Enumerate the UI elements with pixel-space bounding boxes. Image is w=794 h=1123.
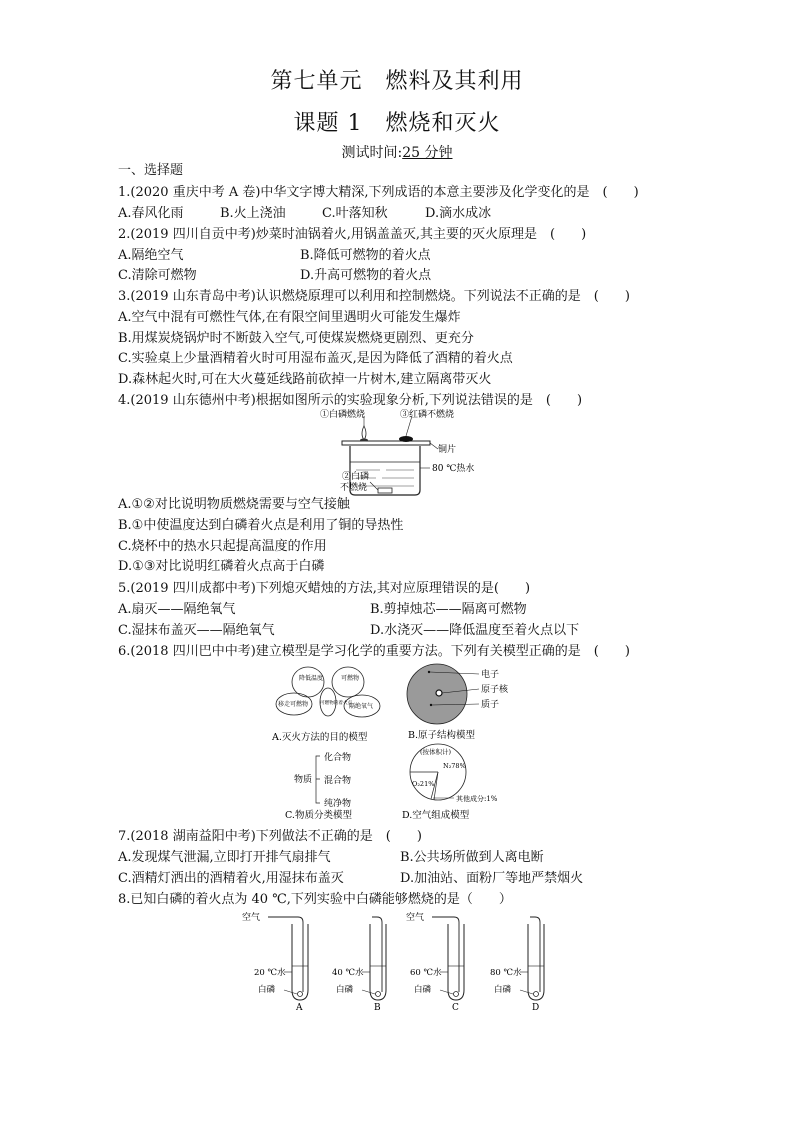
tube-c <box>406 911 464 1013</box>
tube-c-letter: C <box>452 1003 459 1013</box>
q5-option-c: C.湿抹布盖灭——隔绝氧气 <box>118 623 275 638</box>
label-water: 80 ℃热水 <box>432 464 475 474</box>
q6-figure-a <box>270 664 400 744</box>
q7-stem: 7.(2018 湖南益阳中考)下列做法不正确的是 ( ) <box>118 829 422 844</box>
class-compound: 化合物 <box>324 753 352 763</box>
q5-option-d: D.水浇灭——降低温度至着火点以下 <box>370 623 580 638</box>
q5-option-a: A.扇灭——隔绝氧气 <box>118 602 236 617</box>
tube-a-letter: A <box>296 1003 303 1013</box>
q6-stem: 6.(2018 四川巴中中考)建立模型是学习化学的重要方法。下列有关模型正确的是 ( ) <box>118 644 630 659</box>
label-3: ③红磷不燃烧 <box>400 410 455 420</box>
label-copper: 铜片 <box>438 445 457 455</box>
q2-option-a: A.隔绝空气 <box>118 248 184 263</box>
q7-option-b: B.公共场所做到人离电断 <box>400 850 544 865</box>
label-1: ①白磷燃烧 <box>320 410 366 420</box>
caption-d: D.空气组成模型 <box>402 810 470 821</box>
q1-option-b: B.火上浇油 <box>220 206 286 221</box>
label-proton: 质子 <box>481 700 500 710</box>
tube-c-water: 60 ℃水 <box>410 968 442 978</box>
q3-option-a: A.空气中混有可燃性气体,在有限空间里遇明火可能发生爆炸 <box>118 310 461 325</box>
leaf-center: 可燃物的着火点 <box>320 701 353 706</box>
leaf-label-2: 可燃物 <box>341 675 360 682</box>
q5-option-b: B.剪掉烛芯——隔离可燃物 <box>370 602 527 617</box>
tube-a <box>242 911 308 1013</box>
q2-stem: 2.(2019 四川自贡中考)炒菜时油锅着火,用锅盖盖灭,其主要的灭火原理是 ( ) <box>118 227 587 242</box>
label-nucleus: 原子核 <box>481 685 509 695</box>
white-phosphorus-dot <box>360 439 368 442</box>
time-label: 测试时间: <box>341 145 403 161</box>
time-value: 25 分钟 <box>402 145 453 161</box>
unit-title: 第七单元 燃料及其利用 <box>270 69 524 94</box>
q3-option-c: C.实验桌上少量酒精着火时可用湿布盖灭,是因为降低了酒精的着火点 <box>118 351 513 366</box>
q4-option-c: C.烧杯中的热水只起提高温度的作用 <box>118 539 327 554</box>
label-electron: 电子 <box>481 670 500 680</box>
q8-test-tubes <box>240 910 570 1014</box>
q7-option-d: D.加油站、面粉厂等地严禁烟火 <box>400 871 584 886</box>
q3-option-b: B.用煤炭烧锅炉时不断鼓入空气,可使煤炭燃烧更剧烈、更充分 <box>118 331 474 346</box>
q7-option-c: C.酒精灯洒出的酒精着火,用湿抹布盖灭 <box>118 871 344 886</box>
q2-option-c: C.清除可燃物 <box>118 268 197 283</box>
q4-beaker-figure <box>320 408 510 498</box>
tube-c-air: 空气 <box>406 913 425 923</box>
tube-c-phosphorus: 白磷 <box>414 985 432 995</box>
q4-option-d: D.①③对比说明红磷着火点高于白磷 <box>118 559 325 574</box>
class-pure: 纯净物 <box>324 799 352 809</box>
test-time <box>0 142 794 162</box>
q3-option-d: D.森林起火时,可在大火蔓延线路前砍掉一片树木,建立隔离带灭火 <box>118 372 492 387</box>
q6-figure-d <box>398 742 528 822</box>
q5-stem: 5.(2019 四川成都中考)下列熄灭蜡烛的方法,其对应原理错误的是( ) <box>118 581 531 596</box>
tube-b <box>332 917 386 1013</box>
q4-option-a: A.①②对比说明物质燃烧需要与空气接触 <box>118 497 350 512</box>
q7-option-a: A.发现煤气泄漏,立即打开排气扇排气 <box>118 850 331 865</box>
pie-note: (按体积计) <box>420 748 452 756</box>
q1-option-d: D.滴水成冰 <box>425 206 492 221</box>
leaf-label-1: 降低温度 <box>299 675 324 682</box>
section-heading: 一、选择题 <box>118 163 184 178</box>
label-2b: 不燃烧 <box>340 483 368 493</box>
tube-b-phosphorus: 白磷 <box>336 985 354 995</box>
phosphorus-underwater <box>378 488 392 493</box>
q6-figure-c <box>282 746 392 822</box>
copper-plate <box>342 441 430 445</box>
q2-option-b: B.降低可燃物的着火点 <box>300 248 431 263</box>
q6-figure-b <box>405 662 535 744</box>
nucleus-dot <box>436 690 442 696</box>
flame-icon <box>362 426 366 440</box>
tube-d-water: 80 ℃水 <box>490 968 522 978</box>
pie-other: 其他成分:1% <box>456 795 498 803</box>
caption-a: A.灭火方法的目的模型 <box>272 732 368 743</box>
pie-n2: N₂78% <box>443 762 466 770</box>
tube-d-phosphorus: 白磷 <box>494 985 512 995</box>
tube-b-letter: B <box>374 1003 381 1013</box>
red-phosphorus-dot <box>399 436 413 442</box>
class-root: 物质 <box>294 775 313 785</box>
tube-d <box>490 917 544 1013</box>
lesson-title: 课题 1 燃烧和灭火 <box>293 111 501 136</box>
q4-stem: 4.(2019 山东德州中考)根据如图所示的实验现象分析,下列说法错误的是 ( ) <box>118 393 583 408</box>
pie-o2: O₂21% <box>412 780 435 788</box>
q1-option-c: C.叶落知秋 <box>322 206 388 221</box>
q1-option-a: A.春风化雨 <box>118 206 184 221</box>
leaf-label-3: 隔绝氧气 <box>349 703 374 710</box>
q8-stem: 8.已知白磷的着火点为 40 ℃,下列实验中白磷能够燃烧的是（ ） <box>118 892 512 907</box>
leaf-label-4: 移走可燃物 <box>278 701 309 708</box>
q4-option-b: B.①中使温度达到白磷着火点是利用了铜的导热性 <box>118 518 404 533</box>
q2-option-d: D.升高可燃物的着火点 <box>300 268 432 283</box>
q1-stem: 1.(2020 重庆中考 A 卷)中华文字博大精深,下列成语的本意主要涉及化学变化的是 ( ) <box>118 185 639 200</box>
tube-a-phosphorus: 白磷 <box>258 985 276 995</box>
q3-stem: 3.(2019 山东青岛中考)认识燃烧原理可以利用和控制燃烧。下列说法不正确的是 ( ) <box>118 289 630 304</box>
label-2a: ②白磷 <box>342 472 370 482</box>
tube-a-water: 20 ℃水 <box>254 968 286 978</box>
caption-c: C.物质分类模型 <box>285 810 352 821</box>
caption-b: B.原子结构模型 <box>408 730 476 741</box>
tube-d-letter: D <box>532 1003 540 1013</box>
tube-b-water: 40 ℃水 <box>332 968 364 978</box>
class-mixture: 混合物 <box>324 776 352 786</box>
tube-a-air: 空气 <box>242 913 261 923</box>
